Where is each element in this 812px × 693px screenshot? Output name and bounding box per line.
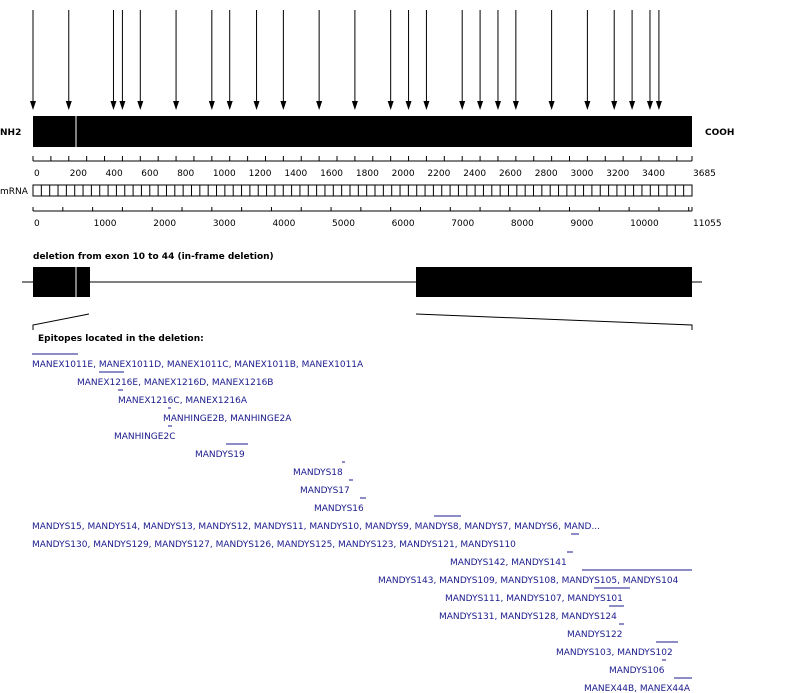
zoom-connector-right: [416, 314, 692, 330]
aa-tick-label: 1000: [212, 169, 236, 179]
aa-tick-label: 3000: [570, 169, 594, 179]
epitope-arrowhead: [280, 101, 286, 110]
nucleotide-scale: [33, 207, 692, 229]
epitope-row: MANDYS131, MANDYS128, MANDYS124: [439, 612, 617, 622]
deletion-title: deletion from exon 10 to 44 (in-frame deletion): [33, 252, 274, 262]
nt-tick-label: 0: [34, 219, 40, 229]
cooh-label: COOH: [705, 128, 735, 138]
epitope-row: MANDYS18: [293, 468, 343, 478]
epitope-arrowhead: [423, 101, 429, 110]
aa-tick-label: 1400: [284, 169, 308, 179]
epitope-arrowhead: [352, 101, 358, 110]
epitope-row: MANEX1216C, MANEX1216A: [118, 396, 247, 406]
epitope-row: MANDYS143, MANDYS109, MANDYS108, MANDYS105, MANDYS104: [378, 576, 679, 586]
epitope-row: MANDYS103, MANDYS102: [556, 648, 673, 658]
epitope-arrowhead: [549, 101, 555, 110]
epitope-row: MANHINGE2B, MANHINGE2A: [163, 414, 292, 424]
protein-bar: [33, 116, 692, 147]
epitope-arrowhead: [66, 101, 72, 110]
aa-tick-label: 2200: [427, 169, 451, 179]
aa-tick-label: 200: [69, 169, 87, 179]
epitope-arrowhead: [406, 101, 412, 110]
epitope-arrowhead: [110, 101, 116, 110]
epitope-row: MANDYS142, MANDYS141: [450, 558, 567, 568]
aa-tick-label: 2400: [463, 169, 487, 179]
zoom-connector-left: [33, 314, 89, 330]
epitopes-header: Epitopes located in the deletion:: [38, 334, 204, 344]
epitope-arrowhead: [316, 101, 322, 110]
epitope-row: MANDYS19: [195, 450, 245, 460]
epitope-arrowhead: [119, 101, 125, 110]
nt-scale-end-label: 11055: [693, 219, 722, 229]
epitope-arrowhead: [173, 101, 179, 110]
epitope-arrowhead: [629, 101, 635, 110]
mrna-track-outline: [33, 185, 692, 196]
epitope-row: MANDYS106: [609, 666, 665, 676]
epitope-arrowhead: [137, 101, 143, 110]
epitope-arrowhead: [209, 101, 215, 110]
nt-tick-label: 9000: [570, 219, 594, 229]
nt-tick-label: 7000: [451, 219, 475, 229]
deleted-protein-left-block: [33, 267, 90, 297]
epitope-arrowhead: [611, 101, 617, 110]
epitope-arrowhead: [459, 101, 465, 110]
epitope-row: MANEX44B, MANEX44A: [584, 684, 690, 693]
epitope-row: MANDYS15, MANDYS14, MANDYS13, MANDYS12, MANDYS11, MANDYS10, MANDYS9, MANDYS8, MANDYS7, MANDYS6, MAND...: [32, 522, 601, 532]
epitope-row: MANDYS130, MANDYS129, MANDYS127, MANDYS126, MANDYS125, MANDYS123, MANDYS121, MANDYS110: [32, 540, 516, 550]
aa-tick-label: 1200: [248, 169, 272, 179]
epitope-row: MANEX1216E, MANEX1216D, MANEX1216B: [77, 378, 274, 388]
epitope-row: MANDYS122: [567, 630, 623, 640]
epitope-arrowhead: [495, 101, 501, 110]
nt-tick-label: 3000: [212, 219, 236, 229]
epitope-row: MANEX1011E, MANEX1011D, MANEX1011C, MANEX1011B, MANEX1011A: [32, 360, 364, 370]
aa-scale-end-label: 3685: [693, 169, 716, 179]
epitope-arrowhead: [254, 101, 260, 110]
epitope-arrowhead: [584, 101, 590, 110]
aa-tick-label: 800: [177, 169, 195, 179]
nt-tick-label: 8000: [510, 219, 534, 229]
aa-tick-label: 1800: [355, 169, 379, 179]
epitope-arrowhead: [513, 101, 519, 110]
nt-tick-label: 6000: [391, 219, 415, 229]
epitope-arrowhead: [647, 101, 653, 110]
epitope-arrowhead: [477, 101, 483, 110]
aa-tick-label: 400: [105, 169, 123, 179]
aa-tick-label: 1600: [320, 169, 344, 179]
aa-tick-label: 600: [141, 169, 159, 179]
nt-tick-label: 10000: [630, 219, 659, 229]
aa-tick-label: 2800: [534, 169, 558, 179]
nt-tick-label: 5000: [332, 219, 355, 229]
epitope-arrowhead: [30, 101, 36, 110]
nh2-label: NH2: [0, 128, 22, 138]
deleted-protein-right-block: [416, 267, 692, 297]
aa-tick-label: 2600: [498, 169, 522, 179]
mrna-label: mRNA: [0, 187, 28, 197]
amino-acid-scale: [33, 156, 692, 179]
epitope-row: MANHINGE2C: [114, 432, 176, 442]
aa-tick-label: 3400: [642, 169, 665, 179]
epitope-arrowhead: [227, 101, 233, 110]
epitope-arrowhead: [656, 101, 662, 110]
epitope-list: [32, 360, 691, 693]
nt-tick-label: 4000: [272, 219, 296, 229]
nt-tick-label: 1000: [93, 219, 117, 229]
aa-tick-label: 0: [34, 169, 40, 179]
epitope-row: MANDYS111, MANDYS107, MANDYS101: [445, 594, 623, 604]
nt-tick-label: 2000: [153, 219, 177, 229]
aa-tick-label: 3200: [606, 169, 630, 179]
epitope-arrowhead: [388, 101, 394, 110]
epitope-row: MANDYS17: [300, 486, 350, 496]
epitope-position-arrows: [30, 10, 662, 110]
mrna-track: [33, 185, 692, 196]
aa-tick-label: 2000: [391, 169, 415, 179]
epitope-row: MANDYS16: [314, 504, 364, 514]
